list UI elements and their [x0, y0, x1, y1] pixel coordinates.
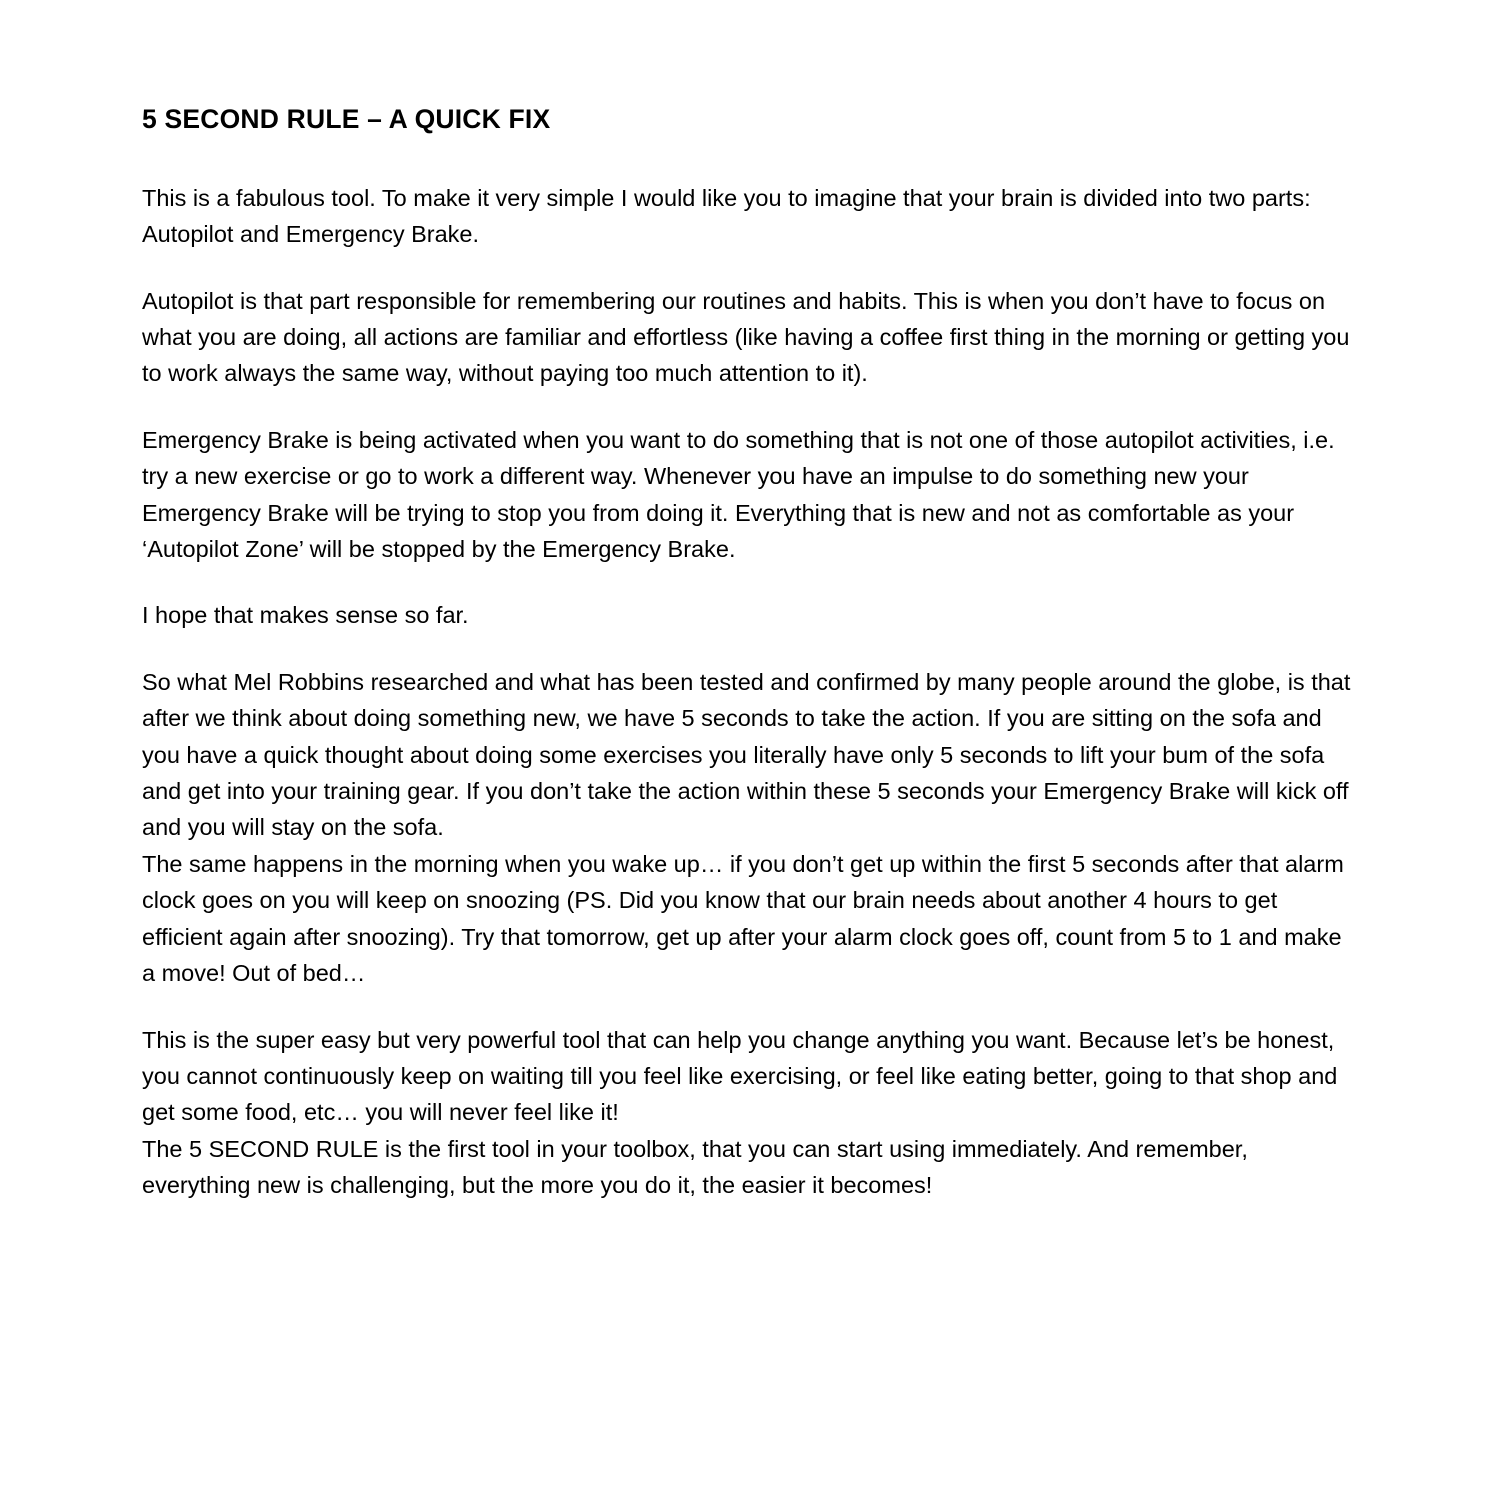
- paragraph-6: The same happens in the morning when you wake up… if you don’t get up within the first 5 seconds after that alarm clock goes on you will keep on snoozing (PS. Did you know that our brain needs about another 4 hours to get efficient again after snoozing). Try that tomorrow, get up after your alarm clock goes off, count from 5 to 1 and make a move! Out of bed…: [142, 850, 1344, 987]
- paragraph-8: The 5 SECOND RULE is the first tool in your toolbox, that you can start using immediately. And remember, everything new is challenging, but the more you do it, the easier it becomes!: [142, 1135, 1248, 1199]
- paragraph-1: This is a fabulous tool. To make it very simple I would like you to imagine that your brain is divided into two parts: Autopilot and Emergency Brake.: [142, 184, 1311, 248]
- page-title: 5 SECOND RULE – A QUICK FIX: [142, 104, 551, 134]
- paragraph-3: Emergency Brake is being activated when you want to do something that is not one of those autopilot activities, i.e. try a new exercise or go to work a different way. Whenever you have an impulse to do something new your Emergency Brake will be trying to stop you from doing it. Everything that is new and not as comfortable as your ‘Autopilot Zone’ will be stopped by the Emergency Brake.: [142, 426, 1335, 563]
- paragraph-7: This is the super easy but very powerful tool that can help you change anything you want. Because let’s be honest, you cannot continuously keep on waiting till you feel like exercising, or feel like eating better, going to that shop and get some food, etc… you will never feel like it!: [142, 1026, 1338, 1126]
- paragraph-5: So what Mel Robbins researched and what has been tested and confirmed by many people around the globe, is that after we think about doing something new, we have 5 seconds to take the action. If you are sitting on the sofa and you have a quick thought about doing some exercises you literally have only 5 seconds to lift your bum of the sofa and get into your training gear. If you don’t take the action within these 5 seconds your Emergency Brake will kick off and you will stay on the sofa.: [142, 668, 1351, 841]
- paragraph-2: Autopilot is that part responsible for remembering our routines and habits. This is when you don’t have to focus on what you are doing, all actions are familiar and effortless (like having a coffee first thing in the morning or getting you to work always the same way, without paying too much attention to it).: [142, 287, 1350, 387]
- paragraph-4: I hope that makes sense so far.: [142, 602, 469, 629]
